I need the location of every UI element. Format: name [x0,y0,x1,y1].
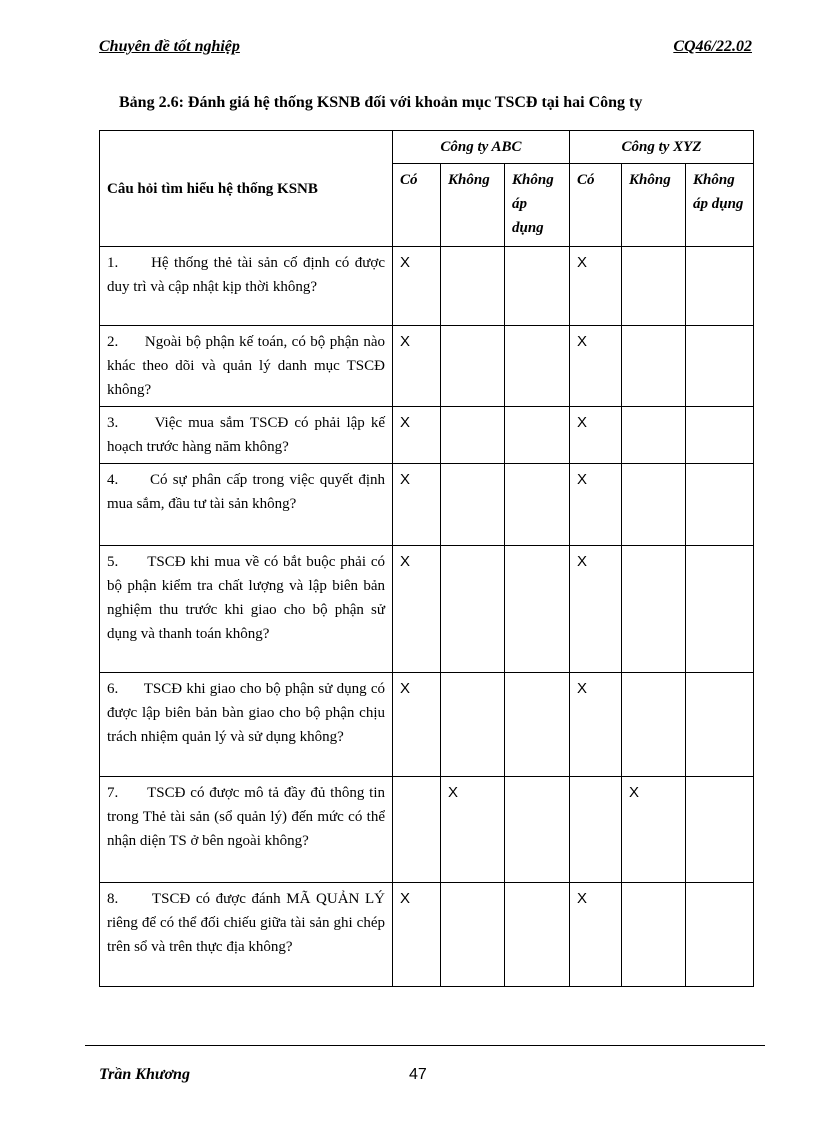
abc-na-cell [505,777,570,883]
question-cell: 6. TSCĐ khi giao cho bộ phận sử dụng có được lập biên bản bàn giao cho bộ phận chịu trách nhiệm quản lý và sử dụng không? [100,673,393,777]
xyz-na-cell [686,777,754,883]
abc-na-cell [505,407,570,464]
xyz-no-cell [622,326,686,407]
question-cell: 1. Hệ thống thẻ tài sản cố định có được duy trì và cập nhật kịp thời không? [100,247,393,326]
question-cell: 4. Có sự phân cấp trong việc quyết định mua sắm, đầu tư tài sản không? [100,464,393,546]
page-number: 47 [409,1066,427,1083]
table-row [100,247,754,326]
xyz-yes-header: Có [570,164,622,247]
ksnb-evaluation-table [99,130,754,987]
header-class-code: CQ46/22.02 [673,38,752,55]
abc-no-cell [441,883,505,987]
abc-yes-header: Có [393,164,441,247]
question-cell: 8. TSCĐ có được đánh MÃ QUẢN LÝ riêng để có thể đối chiếu giữa tài sản ghi chép trên sổ và trên thực địa không? [100,883,393,987]
xyz-no-cell [622,546,686,673]
xyz-no-cell [622,673,686,777]
xyz-na-cell [686,464,754,546]
table-row [100,464,754,546]
table-row [100,407,754,464]
abc-no-cell: X [441,777,505,883]
abc-yes-cell [393,777,441,883]
xyz-no-header: Không [622,164,686,247]
xyz-no-cell [622,247,686,326]
table-row [100,777,754,883]
header-document-title: Chuyên đề tốt nghiệp [99,38,240,55]
abc-yes-cell: X [393,673,441,777]
abc-na-cell [505,326,570,407]
xyz-na-cell [686,326,754,407]
footer-divider [85,1045,765,1046]
abc-na-cell [505,464,570,546]
abc-na-cell [505,673,570,777]
xyz-na-cell [686,546,754,673]
abc-yes-cell: X [393,247,441,326]
question-cell: 7. TSCĐ có được mô tả đầy đủ thông tin trong Thẻ tài sản (sổ quản lý) đến mức có thể nhận diện TS ở bên ngoài không? [100,777,393,883]
question-column-header: Câu hỏi tìm hiểu hệ thống KSNB [100,131,393,247]
company-xyz-header: Công ty XYZ [570,131,754,164]
xyz-na-cell [686,247,754,326]
xyz-no-cell [622,407,686,464]
table-body [100,247,754,987]
abc-no-cell [441,326,505,407]
xyz-yes-cell: X [570,407,622,464]
abc-na-header: Không áp dụng [505,164,570,247]
xyz-yes-cell [570,777,622,883]
question-cell: 5. TSCĐ khi mua về có bắt buộc phải có bộ phận kiểm tra chất lượng và lập biên bản nghiệm thu trước khi giao cho bộ phận sử dụng và thanh toán không? [100,546,393,673]
xyz-na-cell [686,883,754,987]
question-cell: 3. Việc mua sắm TSCĐ có phải lập kế hoạch trước hàng năm không? [100,407,393,464]
xyz-yes-cell: X [570,247,622,326]
table-caption: Bảng 2.6: Đánh giá hệ thống KSNB đối với khoản mục TSCĐ tại hai Công ty [119,94,643,111]
xyz-yes-cell: X [570,546,622,673]
question-cell: 2. Ngoài bộ phận kế toán, có bộ phận nào khác theo dõi và quản lý danh mục TSCĐ không? [100,326,393,407]
xyz-yes-cell: X [570,883,622,987]
abc-na-cell [505,883,570,987]
xyz-yes-cell: X [570,464,622,546]
abc-na-cell [505,546,570,673]
xyz-na-cell [686,673,754,777]
abc-yes-cell: X [393,464,441,546]
abc-na-cell [505,247,570,326]
company-abc-header: Công ty ABC [393,131,570,164]
xyz-yes-cell: X [570,326,622,407]
xyz-na-header: Không áp dụng [686,164,754,247]
abc-no-header: Không [441,164,505,247]
abc-no-cell [441,464,505,546]
table-row [100,673,754,777]
table-row [100,546,754,673]
abc-yes-cell: X [393,546,441,673]
abc-no-cell [441,407,505,464]
xyz-no-cell [622,883,686,987]
xyz-na-cell [686,407,754,464]
abc-no-cell [441,673,505,777]
table-row [100,326,754,407]
xyz-no-cell [622,464,686,546]
abc-yes-cell: X [393,407,441,464]
footer-author: Trần Khương [99,1066,190,1083]
abc-yes-cell: X [393,883,441,987]
xyz-yes-cell: X [570,673,622,777]
table-row [100,883,754,987]
xyz-no-cell: X [622,777,686,883]
abc-no-cell [441,546,505,673]
abc-no-cell [441,247,505,326]
abc-yes-cell: X [393,326,441,407]
